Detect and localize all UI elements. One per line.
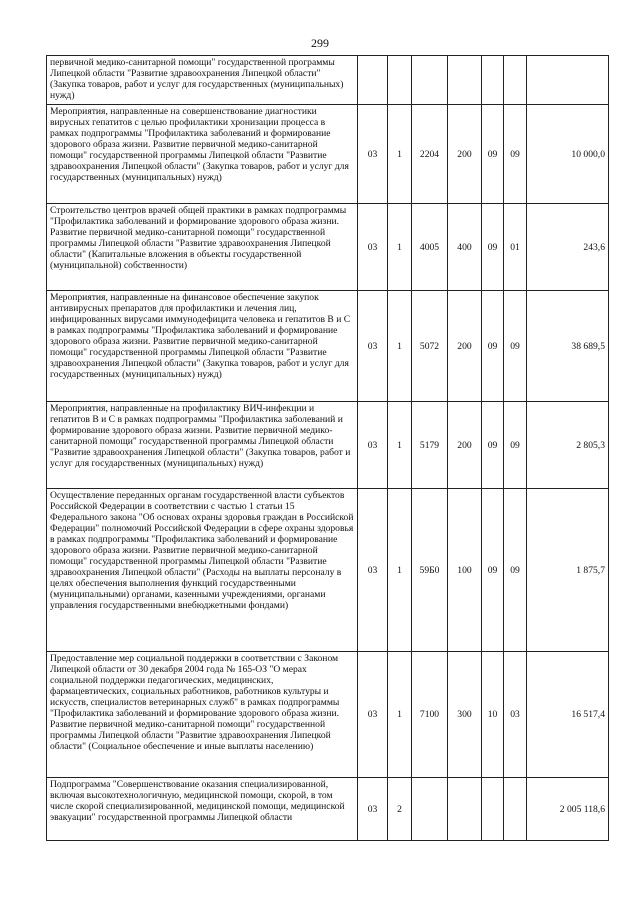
amount-cell: 10 000,0 bbox=[527, 105, 609, 204]
table-row bbox=[47, 489, 609, 652]
subsection-code-cell: 03 bbox=[504, 652, 527, 778]
program-code-cell bbox=[358, 56, 388, 105]
table-row bbox=[47, 402, 609, 489]
table-row bbox=[47, 56, 609, 105]
row-description: Подпрограмма "Совершенствование оказания специализированной, включая высокотехнологичную, медицинской помощи, скорой, в том числе скорой специализированной, медицинской помощи, медицинской эвакуации" государственной программы Липецкой области bbox=[47, 778, 358, 841]
budget-table bbox=[46, 55, 609, 841]
program-code-cell: 03 bbox=[358, 105, 388, 204]
subprogram-code-cell bbox=[388, 56, 412, 105]
amount-cell bbox=[527, 56, 609, 105]
expense-type-cell: 300 bbox=[448, 652, 482, 778]
row-description: Строительство центров врачей общей практики в рамках подпрограммы "Профилактика заболеваний и формирование здорового образа жизни. Развитие первичной медико-санитарной помощи" государственной программы Липецкой области "Развитие здравоохранения Липецкой области" (Капитальные вложения в объекты государственной (муниципальной) собственности) bbox=[47, 204, 358, 291]
expense-type-cell: 100 bbox=[448, 489, 482, 652]
page-number: 299 bbox=[311, 36, 329, 50]
amount-cell: 1 875,7 bbox=[527, 489, 609, 652]
expense-type-cell: 400 bbox=[448, 204, 482, 291]
amount-cell: 2 005 118,6 bbox=[527, 778, 609, 841]
table-row bbox=[47, 105, 609, 204]
row-description: Мероприятия, направленные на финансовое обеспечение закупок антивирусных препаратов для профилактики и лечения лиц, инфицированных вирусами иммунодефицита человека и гепатитов В и С в рамках подпрограммы "Профилактика заболеваний и формирование здорового образа жизни. Развитие первичной медико-санитарной помощи" государственной программы Липецкой области "Развитие здравоохранения Липецкой области" (Закупка товаров, работ и услуг для государственных (муниципальных) нужд) bbox=[47, 291, 358, 402]
subsection-code-cell: 09 bbox=[504, 402, 527, 489]
program-code-cell: 03 bbox=[358, 204, 388, 291]
subprogram-code-cell: 2 bbox=[388, 778, 412, 841]
direction-code-cell: 59Б0 bbox=[412, 489, 448, 652]
section-code-cell bbox=[482, 56, 504, 105]
direction-code-cell: 4005 bbox=[412, 204, 448, 291]
section-code-cell: 10 bbox=[482, 652, 504, 778]
amount-cell: 2 805,3 bbox=[527, 402, 609, 489]
subsection-code-cell: 09 bbox=[504, 105, 527, 204]
program-code-cell: 03 bbox=[358, 402, 388, 489]
direction-code-cell: 7100 bbox=[412, 652, 448, 778]
expense-type-cell bbox=[448, 56, 482, 105]
table-row bbox=[47, 204, 609, 291]
subprogram-code-cell: 1 bbox=[388, 402, 412, 489]
row-description: первичной медико-санитарной помощи" государственной программы Липецкой области "Развитие здравоохранения Липецкой области" (Закупка товаров, работ и услуг для государственных (муниципальных) нужд) bbox=[47, 56, 358, 105]
subprogram-code-cell: 1 bbox=[388, 652, 412, 778]
amount-cell: 38 689,5 bbox=[527, 291, 609, 402]
direction-code-cell: 5179 bbox=[412, 402, 448, 489]
table-row bbox=[47, 652, 609, 778]
table-row bbox=[47, 778, 609, 841]
subprogram-code-cell: 1 bbox=[388, 105, 412, 204]
section-code-cell bbox=[482, 778, 504, 841]
program-code-cell: 03 bbox=[358, 489, 388, 652]
expense-type-cell: 200 bbox=[448, 402, 482, 489]
row-description: Осуществление переданных органам государственной власти субъектов Российской Федерации в соответствии с частью 1 статьи 15 Федерального закона "Об основах охраны здоровья граждан в Российской Федерации" полномочий Российской Федерации в сфере охраны здоровья в рамках подпрограммы "Профилактика заболеваний и формирование здорового образа жизни. Развитие первичной медико-санитарной помощи" государственной программы Липецкой области "Развитие здравоохранения Липецкой области" (Расходы на выплаты персоналу в целях обеспечения выполнения функций государственными (муниципальными) органами, казенными учреждениями, органами управления государственными внебюджетными фондами) bbox=[47, 489, 358, 652]
subsection-code-cell: 01 bbox=[504, 204, 527, 291]
section-code-cell: 09 bbox=[482, 402, 504, 489]
section-code-cell: 09 bbox=[482, 489, 504, 652]
expense-type-cell: 200 bbox=[448, 291, 482, 402]
amount-cell: 243,6 bbox=[527, 204, 609, 291]
program-code-cell: 03 bbox=[358, 778, 388, 841]
direction-code-cell: 2204 bbox=[412, 105, 448, 204]
direction-code-cell bbox=[412, 56, 448, 105]
amount-cell: 16 517,4 bbox=[527, 652, 609, 778]
subsection-code-cell: 09 bbox=[504, 489, 527, 652]
direction-code-cell bbox=[412, 778, 448, 841]
section-code-cell: 09 bbox=[482, 291, 504, 402]
table-row bbox=[47, 291, 609, 402]
row-description: Мероприятия, направленные на совершенствование диагностики вирусных гепатитов с целью профилактики хронизации процесса в рамках подпрограммы "Профилактика заболеваний и формирование здорового образа жизни. Развитие первичной медико-санитарной помощи" государственной программы Липецкой области "Развитие здравоохранения Липецкой области" (Закупка товаров, работ и услуг для государственных (муниципальных) нужд) bbox=[47, 105, 358, 204]
program-code-cell: 03 bbox=[358, 291, 388, 402]
program-code-cell: 03 bbox=[358, 652, 388, 778]
row-description: Мероприятия, направленные на профилактику ВИЧ-инфекции и гепатитов В и С в рамках подпрограммы "Профилактика заболеваний и формирование здорового образа жизни. Развитие первичной медико-санитарной помощи" государственной программы Липецкой области "Развитие здравоохранения Липецкой области" (Закупка товаров, работ и услуг для государственных (муниципальных) нужд) bbox=[47, 402, 358, 489]
subprogram-code-cell: 1 bbox=[388, 489, 412, 652]
section-code-cell: 09 bbox=[482, 105, 504, 204]
subsection-code-cell bbox=[504, 56, 527, 105]
subsection-code-cell: 09 bbox=[504, 291, 527, 402]
subsection-code-cell bbox=[504, 778, 527, 841]
subprogram-code-cell: 1 bbox=[388, 204, 412, 291]
row-description: Предоставление мер социальной поддержки в соответствии с Законом Липецкой области от 30 декабря 2004 года № 165-ОЗ "О мерах социальной поддержки педагогических, медицинских, фармацевтических, социальных работников, работников культуры и искусств, специалистов ветеринарных служб" в рамках подпрограммы "Профилактика заболеваний и формирование здорового образа жизни. Развитие первичной медико-санитарной помощи" государственной программы Липецкой области "Развитие здравоохранения Липецкой области" (Социальное обеспечение и иные выплаты населению) bbox=[47, 652, 358, 778]
direction-code-cell: 5072 bbox=[412, 291, 448, 402]
section-code-cell: 09 bbox=[482, 204, 504, 291]
expense-type-cell: 200 bbox=[448, 105, 482, 204]
subprogram-code-cell: 1 bbox=[388, 291, 412, 402]
expense-type-cell bbox=[448, 778, 482, 841]
